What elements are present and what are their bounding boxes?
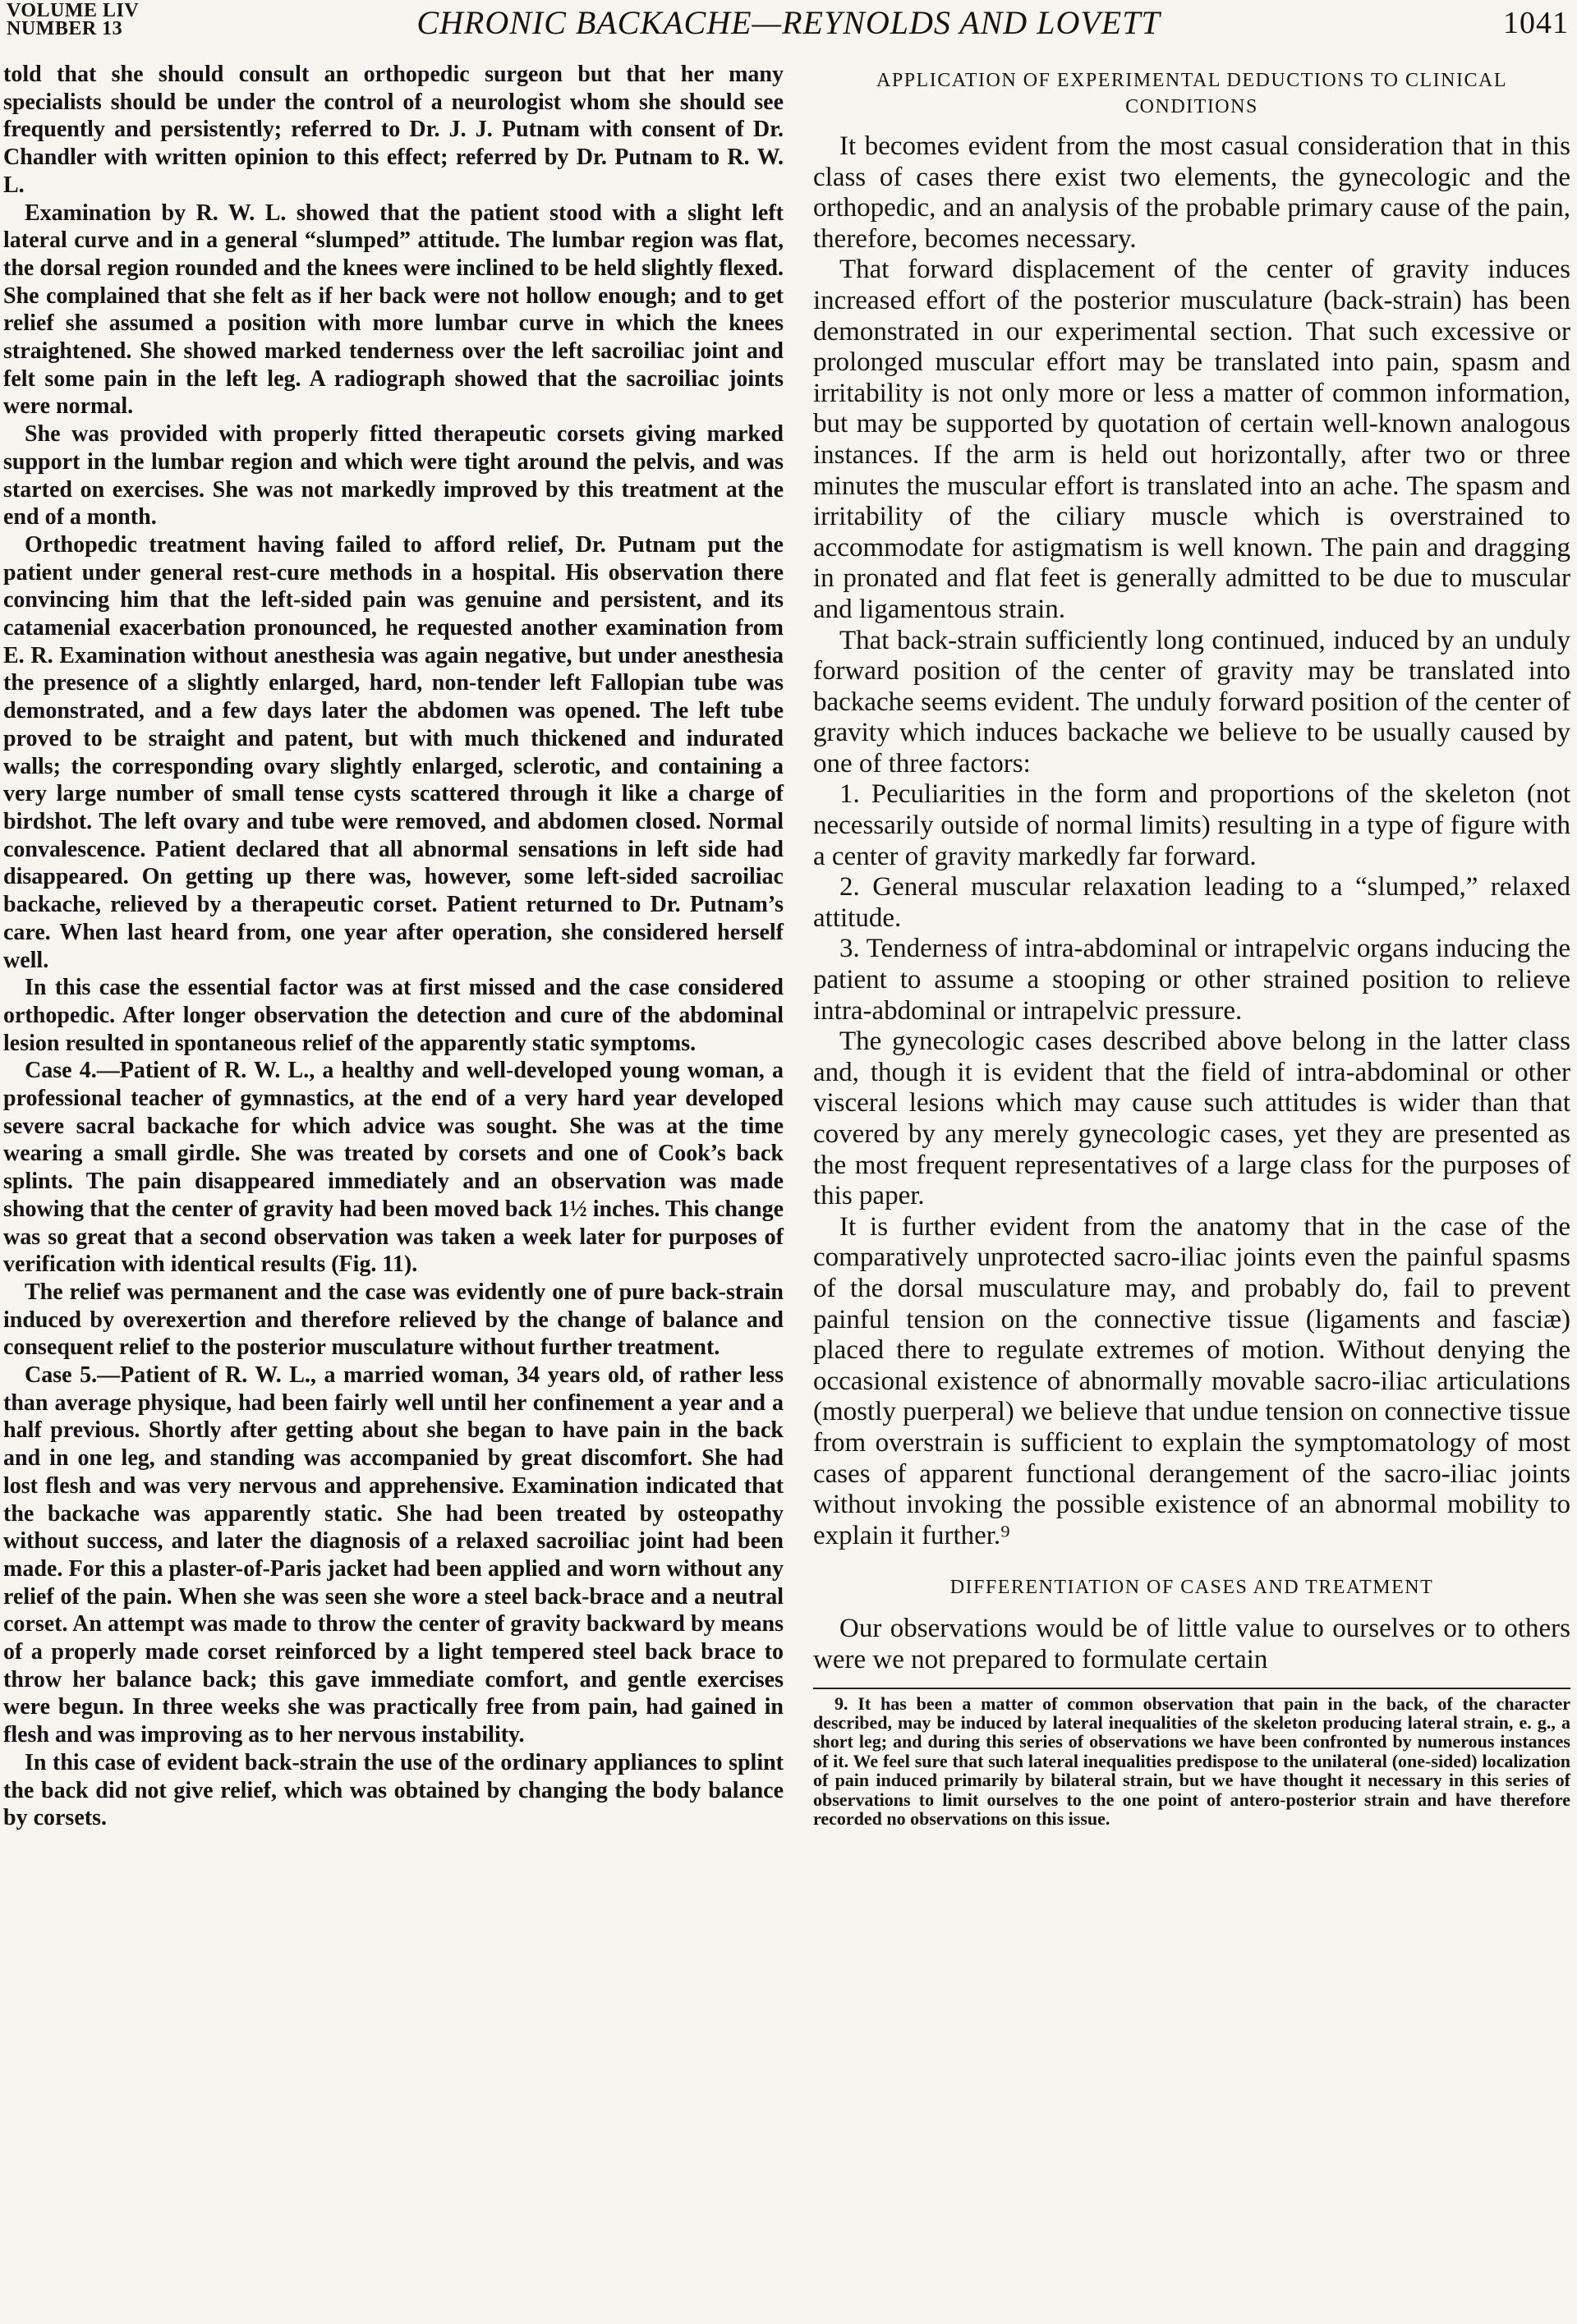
left-paragraph-2: Examination by R. W. L. showed that the patient stood with a slight left lateral curve and in a general “slumped” attitude. The lumbar region was flat, the dorsal region rounded and the knees were inclined to be held slightly flexed. She complained that she felt as if her back were not hollow enough; and to get relief she assumed a position with more lumbar curve in which the knees straightened. She showed marked tenderness over the left sacroiliac joint and felt some pain in the left leg. A radiograph showed that the sacroiliac joints were normal. xyxy=(3,200,784,420)
left-paragraph-7: The relief was permanent and the case was evidently one of pure back-strain induced by overexertion and therefore relieved by the change of balance and consequent relief to the posterior musculature without further treatment. xyxy=(3,1279,784,1361)
left-paragraph-9: In this case of evident back-strain the use of the ordinary appliances to splint the back did not give relief, which was obtained by changing the body balance by corsets. xyxy=(3,1749,784,1831)
right-paragraph-2: That forward displacement of the center of gravity induces increased effort of the posterior musculature (back-strain) has been demonstrated in our experimental section. That such excessive or prolonged muscular effort may be translated into pain, spasm and irritability is not only more or less a matter of common information, but may be supported by quotation of certain well-known analogous instances. If the arm is held out horizontally, after two or three minutes the muscular effort is translated into an ache. The spasm and irritability of the ciliary muscle which is overstrained to accommodate for astigmatism is well known. The pain and dragging in pronated and flat feet is generally admitted to be due to muscular and ligamentous strain. xyxy=(813,255,1570,624)
footnote-9: 9. It has been a matter of common observation that pain in the back, of the character described, may be induced by lateral inequalities of the skeleton producing lateral strain, e. g., a short leg; and during this series of observations we have been confronted by numerous instances of it. We feel sure that such lateral inequalities predispose to the unilateral (one-sided) localization of pain induced primarily by bilateral strain, but we have thought it necessary in this series of observations to limit ourselves to the one point of antero-posterior strain and have therefore recorded no observations on this issue. xyxy=(813,1692,1570,1829)
left-paragraph-1: told that she should consult an orthopedic surgeon but that her many specialists should be under the control of a neurologist whom she should see frequently and persistently; referred to Dr. J. J. Putnam with consent of Dr. Chandler with written opinion to this effect; referred by Dr. Putnam to R. W. L. xyxy=(3,62,784,198)
right-paragraph-7: The gynecologic cases described above belong in the latter class and, though it is evident that the field of intra-abdominal or other visceral lesions which may cause such attitudes is wider than that covered by any merely gynecologic cases, yet they are presented as the most frequent representatives of a large class for the purposes of this paper. xyxy=(813,1027,1570,1211)
right-paragraph-3: That back-strain sufficiently long continued, induced by an unduly forward position of the center of gravity may be translated into backache seems evident. The unduly forward position of the center of gravity which induces backache we believe to be usually caused by one of three factors: xyxy=(813,625,1570,778)
footnote-divider xyxy=(813,1688,1570,1689)
section-heading-differentiation: DIFFERENTIATION OF CASES AND TREATMENT xyxy=(949,1577,1434,1599)
right-paragraph-9: Our observations would be of little value to ourselves or to others were we not prepared to formulate certain xyxy=(813,1614,1570,1674)
factor-1-paragraph: 1. Peculiarities in the form and proportions of the skeleton (not necessarily outside of normal limits) resulting in a type of figure with a center of gravity markedly far forward. xyxy=(813,779,1570,871)
right-paragraph-8: It is further evident from the anatomy that in the case of the comparatively unprotected sacro-iliac joints even the painful spasms of the dorsal musculature may, and probably do, fail to prevent painful tension on the connective tissue (ligaments and fasciæ) placed there to regulate extremes of motion. Without denying the occasional existence of abnormally movable sacro-iliac articulations (mostly puerperal) we believe that undue tension on connective tissue from overstrain is sufficient to explain the symptomatology of most cases of apparent functional derangement of the sacro-iliac joints without invoking the possible existence of an abnormal mobility to explain it further.⁹ xyxy=(813,1211,1570,1550)
case-5-paragraph: Case 5.—Patient of R. W. L., a married woman, 34 years old, of rather less than average physique, had been fairly well until her confinement a year and a half previous. Shortly after getting about she began to have pain in the back and in one leg, and standing was accompanied by great discomfort. She had lost flesh and was very nervous and apprehensive. Examination indicated that the backache was apparently static. She had been treated by osteopathy without success, and later the diagnosis of a relaxed sacroiliac joint had been made. For this a plaster-of-Paris jacket had been applied and worn without any relief of the pain. When she was seen she wore a steel back-brace and a neutral corset. An attempt was made to throw the center of gravity backward by means of a properly made corset reinforced by a light tempered steel back brace to throw her balance back; this gave immediate comfort, and gentle exercises were begun. In three weeks she was practically free from pain, had gained in flesh and was improving as to her nervous instability. xyxy=(3,1362,784,1748)
right-paragraph-1: It becomes evident from the most casual consideration that in this class of cases there exist two elements, the gynecologic and the orthopedic, and an analysis of the probable primary cause of the pain, therefore, becomes necessary. xyxy=(813,131,1570,254)
volume-label: VOLUME LIV xyxy=(7,0,140,21)
page-number: 1041 xyxy=(1503,6,1569,40)
factor-3-paragraph: 3. Tenderness of intra-abdominal or intrapelvic organs inducing the patient to assume a stooping or other strained position to relieve intra-abdominal or intrapelvic pressure. xyxy=(813,934,1570,1026)
left-paragraph-4: Orthopedic treatment having failed to afford relief, Dr. Putnam put the patient under general rest-cure methods in a hospital. His observation there convincing him that the left-sided pain was genuine and persistent, and its catamenial exacerbation pronounced, he requested another examination from E. R. Examination without anesthesia was again negative, but under anesthesia the presence of a slightly enlarged, hard, non-tender left Fallopian tube was demonstrated, and a few days later the abdomen was opened. The left tube proved to be straight and patent, but with much thickened and indurated walls; the corresponding ovary slightly enlarged, sclerotic, and containing a very large number of small tense cysts scattered through it like a charge of birdshot. The left ovary and tube were removed, and abdomen closed. Normal convalescence. Patient declared that all abnormal sensations in left side had disappeared. On getting up there was, however, some left-sided sacroiliac backache, relieved by a therapeutic corset. Patient returned to Dr. Putnam’s care. When last heard from, one year after operation, she considered herself well. xyxy=(3,531,784,973)
running-header xyxy=(3,0,1574,54)
left-column xyxy=(3,61,784,1832)
number-label: NUMBER 13 xyxy=(7,18,123,39)
factor-2-paragraph: 2. General muscular relaxation leading to a “slumped,” relaxed attitude. xyxy=(813,872,1570,933)
left-paragraph-3: She was provided with properly fitted therapeutic corsets giving marked support in the lumbar region and which were tight around the pelvis, and was started on exercises. She was not markedly improved by this treatment at the end of a month. xyxy=(3,421,784,530)
case-4-paragraph: Case 4.—Patient of R. W. L., a healthy and well-developed young woman, a professional teacher of gymnastics, at the end of a very hard year developed severe sacral backache for which advice was sought. She was at the time wearing a small girdle. She was treated by corsets and one of Cook’s back splints. The pain disappeared immediately and an observation was made showing that the center of gravity had been moved back 1½ inches. This change was so great that a second observation was taken a week later for purposes of verification with identical results (Fig. 11). xyxy=(3,1058,784,1278)
right-column xyxy=(813,61,1570,1828)
section-heading-application: APPLICATION OF EXPERIMENTAL DEDUCTIONS TO CLINICAL CONDITIONS xyxy=(876,70,1507,117)
running-title: CHRONIC BACKACHE—REYNOLDS AND LOVETT xyxy=(416,4,1161,41)
left-paragraph-5: In this case the essential factor was at first missed and the case considered orthopedic. After longer observation the detection and cure of the abdominal lesion resulted in spontaneous relief of the apparently static symptoms. xyxy=(3,975,784,1056)
